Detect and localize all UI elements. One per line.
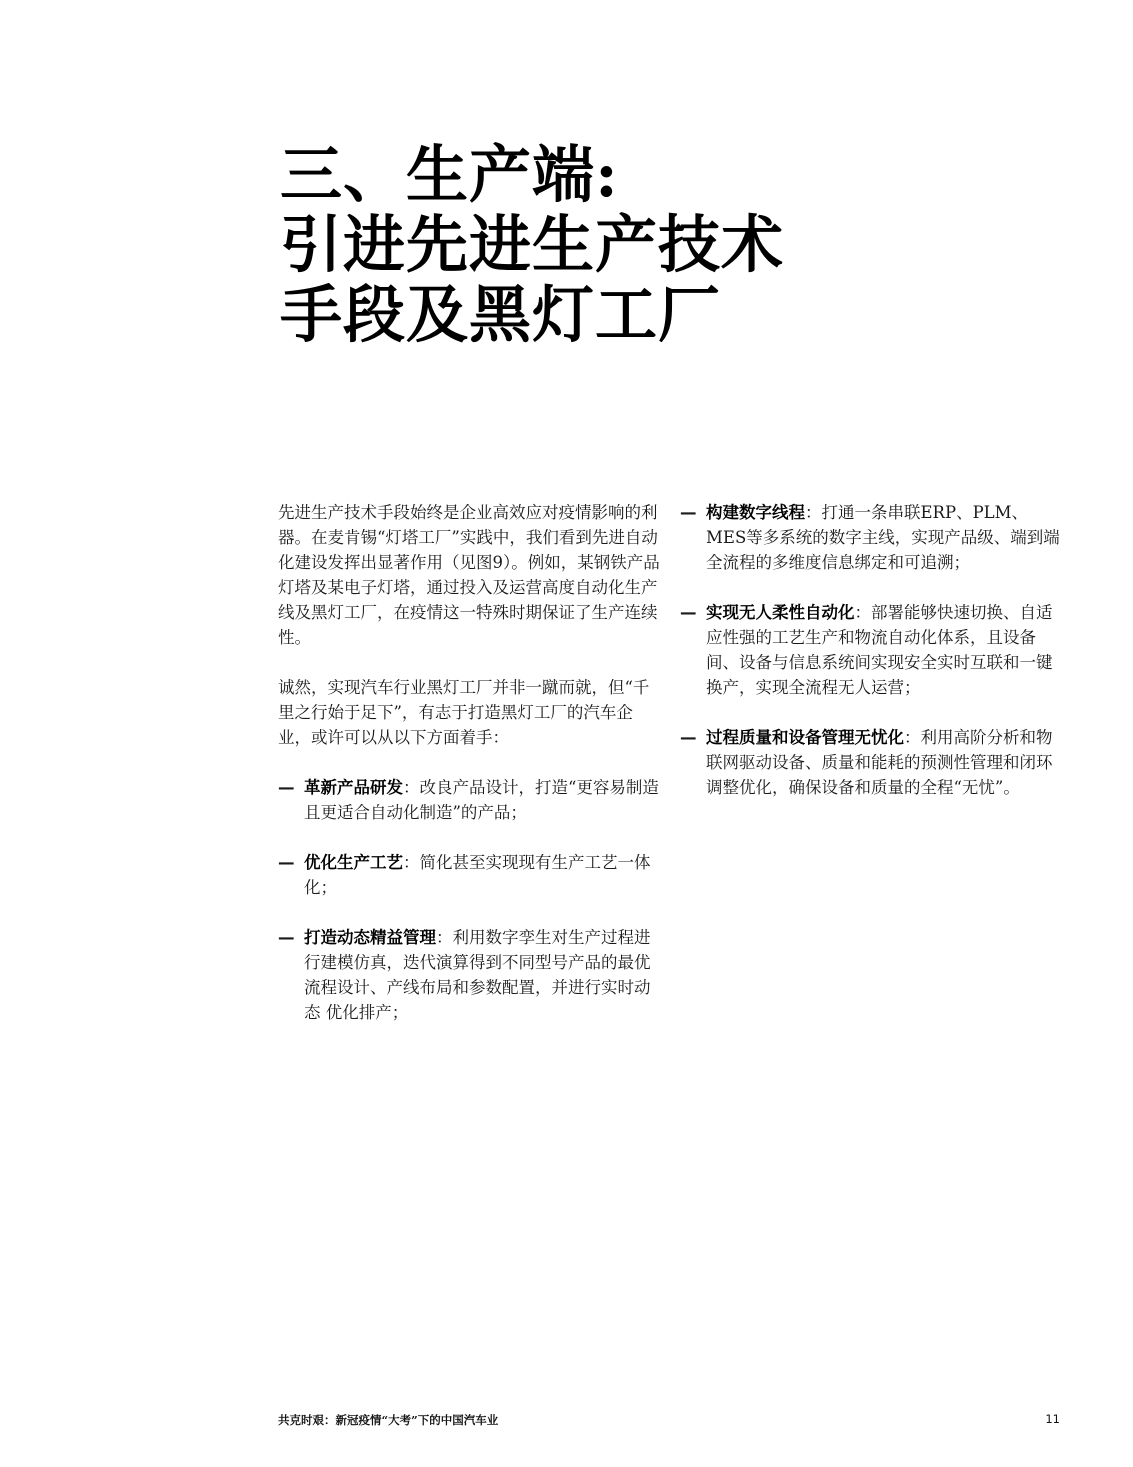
bullet-term: 实现无人柔性自动化 — [706, 603, 855, 622]
bullet-text: ：利用数字孪生对生产过程进行建模仿真，迭代演算得到不同型号产品的最优流程设计、产线布局和参数配置，并进行实时动态 优化排产； — [304, 928, 651, 1022]
title-line-2: 引进先进生产技术 — [280, 208, 785, 281]
dash-marker: — — [278, 928, 295, 947]
dash-marker: — — [278, 778, 295, 797]
dash-marker: — — [680, 603, 697, 622]
approach-paragraph: 诚然，实现汽车行业黑灯工厂并非一蹴而就，但“千里之行始于足下”，有志于打造黑灯工厂的汽车企业，或许可以从以下方面着手： — [278, 678, 650, 747]
dash-marker: — — [680, 503, 697, 522]
intro-paragraph: 先进生产技术手段始终是企业高效应对疫情影响的利器。在麦肯锡“灯塔工厂”实践中，我们看到先进自动化建设发挥出显著作用（见图9）。例如，某钢铁产品灯塔及某电子灯塔，通过投入及运营高度自动化生产线及黑灯工厂，在疫情这一特殊时期保证了生产连续性。 — [278, 503, 660, 647]
right-column — [680, 500, 1065, 825]
bullet-term: 过程质量和设备管理无忧化 — [706, 728, 904, 747]
page-number: 11 — [1045, 1412, 1060, 1426]
bullet-text: ：打通一条串联ERP、PLM、MES等多系统的数字主线，实现产品级、端到端全流程的多维度信息绑定和可追溯； — [706, 503, 1060, 572]
footer-report-title: 共克时艰：新冠疫情“大考”下的中国汽车业 — [278, 1413, 499, 1427]
bullet-item-quality-management — [680, 725, 1065, 800]
bullet-item-flexible-automation — [680, 600, 1065, 700]
title-line-3: 手段及黑灯工厂 — [280, 278, 722, 351]
bullet-text: ：利用高阶分析和物联网驱动设备、质量和能耗的预测性管理和闭环调整优化，确保设备和质量的全程“无忧”。 — [706, 728, 1053, 797]
left-column — [278, 500, 660, 1050]
page-title — [280, 140, 980, 350]
bullet-text: ：改良产品设计，打造“更容易制造且更适合自动化制造”的产品； — [304, 778, 659, 822]
dash-marker: — — [680, 728, 697, 747]
bullet-text: ：部署能够快速切换、自适应性强的工艺生产和物流自动化体系，且设备间、设备与信息系统间实现安全实时互联和一键换产，实现全流程无人运营； — [706, 603, 1053, 697]
bullet-term: 革新产品研发 — [304, 778, 403, 797]
bullet-text: ：简化甚至实现现有生产工艺一体化； — [304, 853, 651, 897]
bullet-item-lean-management — [278, 925, 660, 1025]
dash-marker: — — [278, 853, 295, 872]
bullet-term: 构建数字线程 — [706, 503, 805, 522]
bullet-term: 打造动态精益管理 — [304, 928, 436, 947]
bullet-item-process-optimization — [278, 850, 660, 900]
bullet-term: 优化生产工艺 — [304, 853, 403, 872]
title-line-1: 三、生产端: — [280, 138, 619, 211]
bullet-item-digital-thread — [680, 500, 1065, 575]
bullet-item-product-rd — [278, 775, 660, 825]
